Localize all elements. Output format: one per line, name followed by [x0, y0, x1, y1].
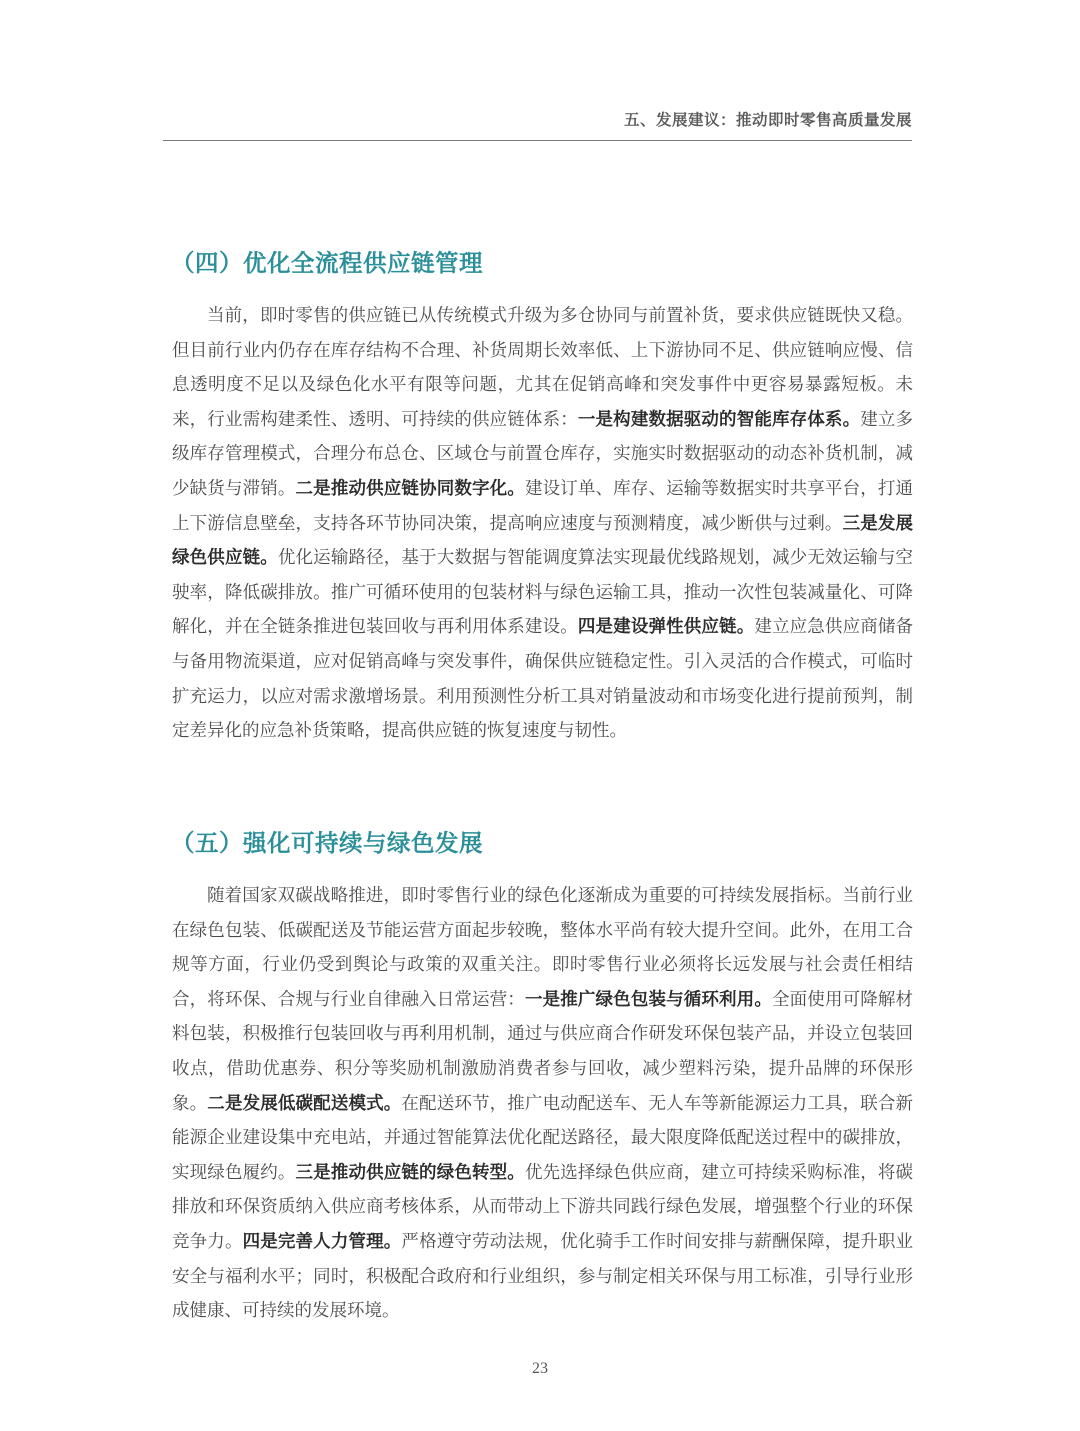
page-number: 23: [532, 1360, 548, 1377]
paragraph-text: 随着国家双碳战略推进，即时零售行业的绿色化逐渐成为重要的可持续发展指标。当前行业在绿色包装、低碳配送及节能运营方面起步较晚，整体水平尚有较大提升空间。此外，在用工合规等方面，行业仍受到舆论与政策的双重关注。即时零售行业必须将长远发展与社会责任相结合，将环保、合规与行业自律融入日常运营：: [172, 886, 913, 1010]
paragraph-text: 当前，即时零售的供应链已从传统模式升级为多仓协同与前置补货，要求供应链既快又稳。但目前行业内仍存在库存结构不合理、补货周期长效率低、上下游协同不足、供应链响应慢、信息透明度不足以及绿色化水平有限等问题，尤其在促销高峰和突发事件中更容易暴露短板。未来，行业需构建柔性、透明、可持续的供应链体系：: [172, 306, 913, 430]
emphasis-text: 三是推动供应链的绿色转型。: [295, 1162, 525, 1183]
page-header: [163, 100, 912, 141]
emphasis-text: 一是推广绿色包装与循环利用。: [524, 989, 772, 1010]
supply-chain-paragraph: [172, 299, 913, 749]
emphasis-text: 三是发展绿色供应链。: [172, 513, 914, 569]
section-heading-sustainability: （五）强化可持续与绿色发展: [171, 829, 483, 857]
paragraph-text: 建立应急供应商储备与备用物流渠道，应对促销高峰与突发事件，确保供应链稳定性。引入灵活的合作模式，可临时扩充运力，以应对需求激增场景。利用预测性分析工具对销量波动和市场变化进行提前预判，制定差异化的应急补货策略，提高供应链的恢复速度与韧性。: [172, 617, 914, 742]
emphasis-text: 四是建设弹性供应链。: [577, 617, 755, 638]
emphasis-text: 二是推动供应链协同数字化。: [295, 478, 525, 499]
paragraph-text: 全面使用可降解材料包装，积极推行包装回收与再利用机制，通过与供应商合作研发环保包装产品，并设立包装回收点，借助优惠券、积分等奖励机制激励消费者参与回收，减少塑料污染，提升品牌的环保形象。: [172, 989, 914, 1114]
emphasis-text: 一是构建数据驱动的智能库存体系。: [577, 409, 861, 430]
emphasis-text: 二是发展低碳配送模式。: [207, 1093, 402, 1114]
paragraph-text: 优化运输路径，基于大数据与智能调度算法实现最优线路规划，减少无效运输与空驶率，降低碳排放。推广可循环使用的包装材料与绿色运输工具，推动一次性包装减量化、可降解化，并在全链条推进包装回收与再利用体系建设。: [172, 548, 914, 638]
paragraph-text: 在配送环节，推广电动配送车、无人车等新能源运力工具，联合新能源企业建设集中充电站，并通过智能算法优化配送路径，最大限度降低配送过程中的碳排放，实现绿色履约。: [172, 1093, 914, 1183]
emphasis-text: 四是完善人力管理。: [242, 1231, 402, 1252]
paragraph-text: 建设订单、库存、运输等数据实时共享平台，打通上下游信息壁垒，支持各环节协同决策，提高响应速度与预测精度，减少断供与过剩。: [172, 478, 914, 534]
paragraph-text: 建立多级库存管理模式，合理分布总仓、区域仓与前置仓库存，实施实时数据驱动的动态补货机制，减少缺货与滞销。: [172, 409, 914, 499]
sustainability-paragraph: [172, 879, 913, 1329]
chapter-title: 五、发展建议：推动即时零售高质量发展: [623, 111, 912, 129]
paragraph-text: 严格遵守劳动法规，优化骑手工作时间安排与薪酬保障，提升职业安全与福利水平；同时，积极配合政府和行业组织，参与制定相关环保与用工标准，引导行业形成健康、可持续的发展环境。: [172, 1231, 914, 1322]
section-heading-supply-chain: （四）优化全流程供应链管理: [171, 249, 483, 277]
paragraph-text: 优先选择绿色供应商，建立可持续采购标准，将碳排放和环保资质纳入供应商考核体系，从而带动上下游共同践行绿色发展，增强整个行业的环保竞争力。: [172, 1162, 914, 1252]
